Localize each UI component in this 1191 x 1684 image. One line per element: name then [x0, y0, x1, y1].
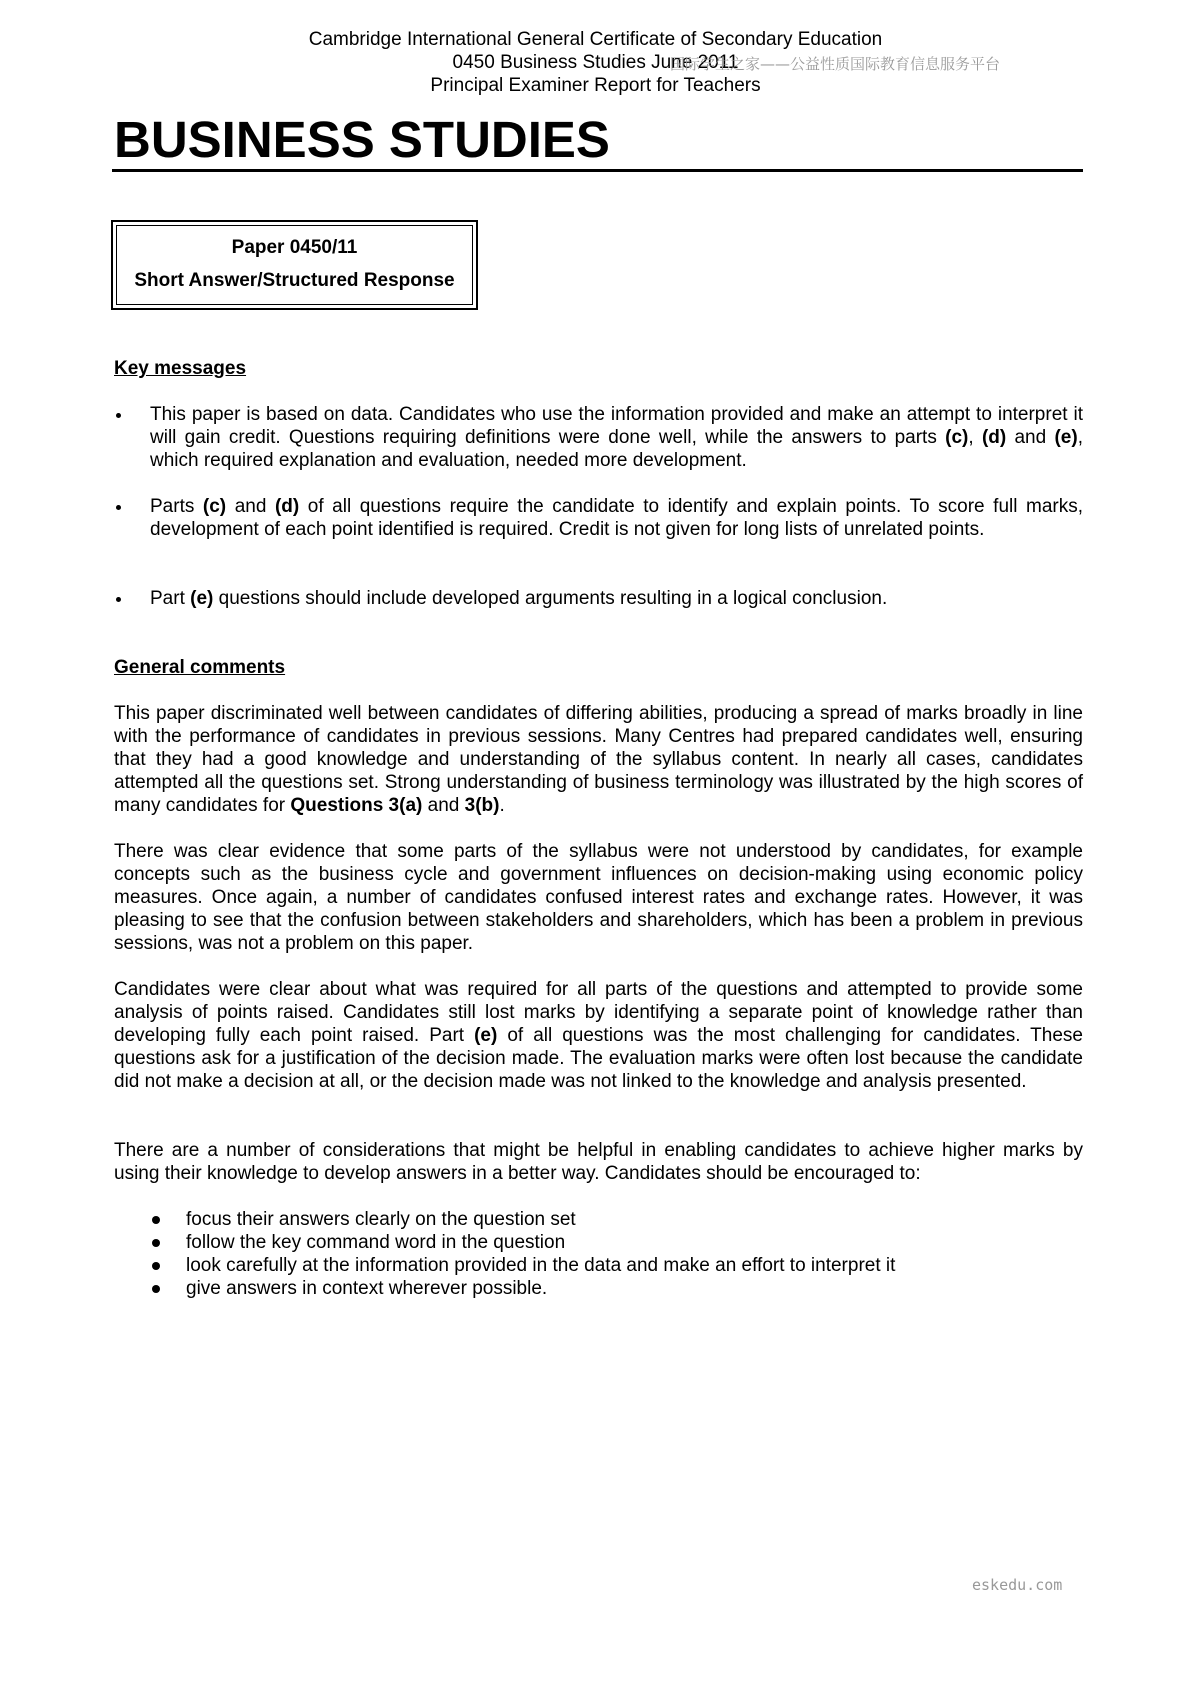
list-item: focus their answers clearly on the question set [150, 1208, 895, 1231]
list-item: give answers in context wherever possible. [150, 1277, 895, 1300]
paper-number: Paper 0450/11 [231, 237, 358, 258]
key-message-1: This paper is based on data. Candidates who use the information provided and make an attempt to interpret it will gain credit. Questions requiring definitions were done well, while the answers to parts (c), (d) and (e), which required explanation and evaluation, needed more development. [150, 404, 1083, 471]
header-line-1: Cambridge International General Certificate of Secondary Education [308, 29, 883, 50]
key-message-2: Parts (c) and (d) of all questions require the candidate to identify and explain points. To score full marks, development of each point identified is required. Credit is not given for long lists of unrelated points. [150, 496, 1084, 540]
header-line-3: Principal Examiner Report for Teachers [430, 75, 761, 96]
key-messages-heading: Key messages [114, 358, 247, 379]
paper-info-box [111, 220, 478, 310]
header-line-2: 0450 Business Studies June 2011 [452, 52, 739, 73]
general-comments-paragraph-2: There was clear evidence that some parts of the syllabus were not understood by candidates, for example concepts such as the business cycle and government influences on decision-making using economic policy measures. Once again, a number of candidates confused interest rates and exchange rates. However, it was pleasing to see that the confusion between stakeholders and shareholders, which has been a problem in previous sessions, was not a problem on this paper. [114, 841, 1083, 954]
list-item: follow the key command word in the question [150, 1231, 895, 1254]
general-comments-paragraph-3: Candidates were clear about what was required for all parts of the questions and attempted to provide some analysis of points raised. Candidates still lost marks by identifying a separate point of knowledge rather than developing fully each point raised. Part (e) of all questions was the most challenging for candidates. These questions ask for a justification of the decision made. The evaluation marks were often lost because the candidate did not make a decision at all, or the decision made was not linked to the knowledge and analysis presented. [114, 979, 1083, 1092]
title-divider [112, 169, 1083, 172]
general-comments-paragraph-4: There are a number of considerations that might be helpful in enabling candidates to achieve higher marks by using their knowledge to develop answers in a better way. Candidates should be encouraged to: [114, 1140, 1083, 1184]
recommendation-list [150, 1208, 895, 1300]
header-watermark: 国际学生之家——公益性质国际教育信息服务平台 [670, 55, 1001, 73]
general-comments-heading: General comments [114, 657, 286, 678]
paper-type: Short Answer/Structured Response [134, 270, 455, 291]
list-item: look carefully at the information provided in the data and make an effort to interpret it [150, 1254, 895, 1277]
general-comments-paragraph-1: This paper discriminated well between candidates of differing abilities, producing a spread of marks broadly in line with the performance of candidates in previous sessions. Many Centres had prepared candidates well, ensuring that they had a good knowledge and understanding of the syllabus content. In nearly all cases, candidates attempted all the questions set. Strong understanding of business terminology was illustrated by the high scores of many candidates for Questions 3(a) and 3(b). [114, 703, 1083, 816]
report-header [0, 28, 1191, 97]
page-title: BUSINESS STUDIES [114, 111, 610, 168]
footer-watermark: eskedu.com [972, 1576, 1063, 1594]
key-message-3: Part (e) questions should include developed arguments resulting in a logical conclusion. [150, 588, 888, 609]
